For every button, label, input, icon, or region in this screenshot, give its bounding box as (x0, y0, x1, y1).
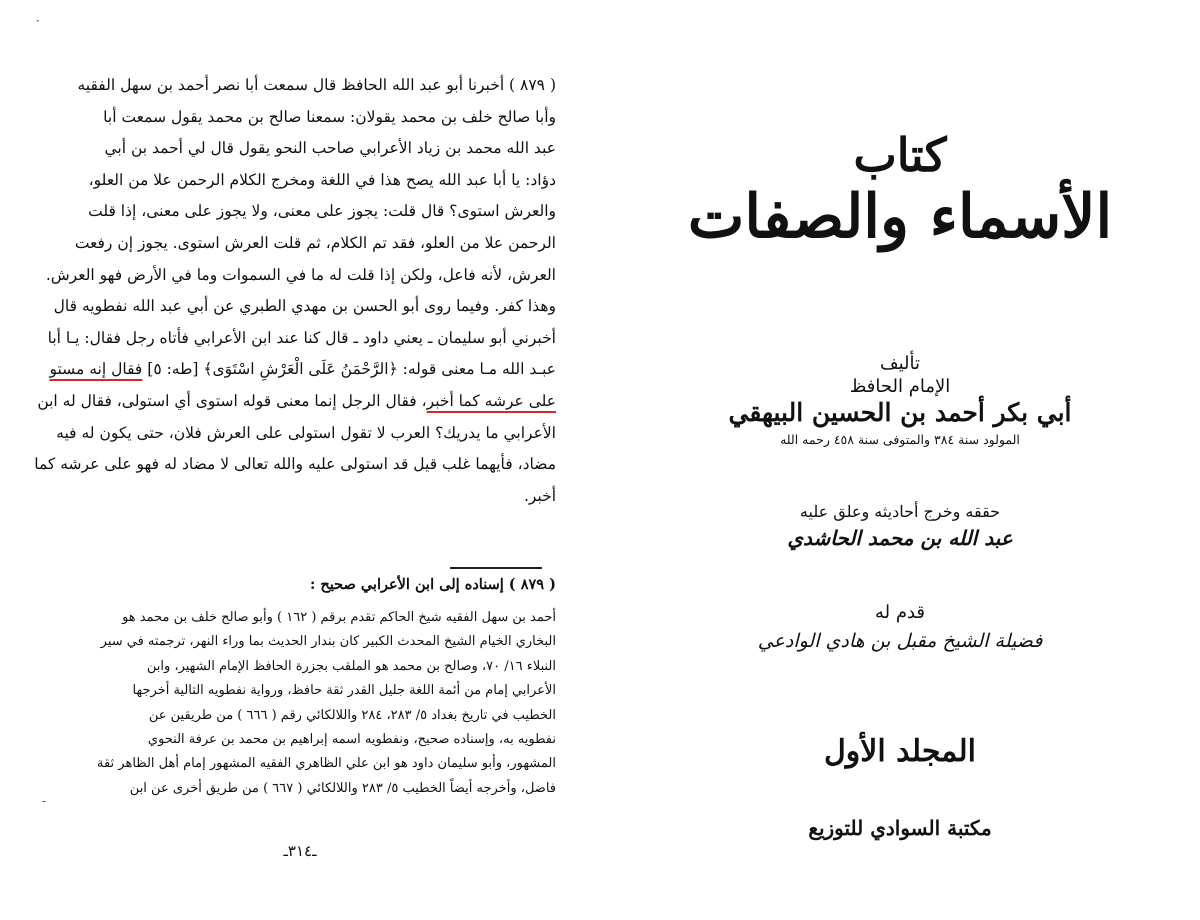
authorship-label: تأليف (879, 353, 921, 374)
text-line: العرش، لأنه فاعل، ولكن إذا قلت له ما في السموات وما في الأرض فهو العرش. (45, 265, 556, 284)
text-segment: عبـد الله مـا معنى قوله: ﴿الرَّحْمَنُ عَلَى الْعَرْشِ اسْتَوَى﴾ [طه: ٥] (142, 360, 556, 379)
book-word: كتاب (853, 128, 947, 182)
text-line: ( ٨٧٩ ) أخبرنا أبو عبد الله الحافظ قال سمعت أبا نصر أحمد بن سهل الفقيه (77, 76, 556, 94)
text-line-with-highlight (28, 354, 556, 386)
footnote-line: الأعرابي إمام من أئمة اللغة جليل القدر ثقة حافظ، ورواية نفطويه التالية أخرجها (132, 683, 556, 699)
footnote-line: النبلاء ١٦/ ٧٠، وصالح بن محمد هو الملقب بجزرة الحافظ الإمام الشهير، وابن (146, 658, 556, 674)
main-text (28, 70, 556, 512)
text-line: أخبرني أبو سليمان ـ يعني داود ـ قال كنا عند ابن الأعرابي فأتاه رجل فقال: يـا أبا (47, 328, 556, 347)
book-title: الأسماء والصفات (687, 182, 1113, 252)
text-line: دؤاد: يا أبا عبد الله يصح هذا في اللغة ومخرج الكلام الرحمن علا من العلو، (88, 170, 556, 189)
footnote-line: نفطويه به، وإسناده صحيح، ونفطويه اسمه إبراهيم بن محمد بن عرفة النحوي (147, 732, 556, 748)
text-segment: ، فقال الرجل إنما معنى قوله استوى أي استولى، فقال له ابن (37, 391, 427, 410)
text-line: وهذا كفر. وفيما روى أبو الحسن بن مهدي الطبري عن أبي عبد الله نفطويه قال (53, 297, 556, 316)
footnote-line: الخطيب في تاريخ بغداد ٥/ ٢٨٣، ٢٨٤ واللالكائي رقم ( ٦٦٦ ) من طريقين عن (148, 707, 556, 723)
footnote-line: البخاري الخيام الشيخ المحدث الكبير كان بندار الحديث بما وراء النهر، ترجمته في سير (100, 634, 556, 650)
text-line: والعرش استوى؟ قال قلت: يجوز على معنى، ولا يجوز على معنى، إذا قلت (88, 202, 556, 221)
underlined-phrase: على عرشه كما أخبر (426, 391, 556, 410)
margin-mark-icon: · (36, 14, 40, 28)
editor-label: حققه وخرج أحاديثه وعلق عليه (799, 502, 1001, 521)
author-name: أبي بكر أحمد بن الحسين البيهقي (728, 398, 1072, 427)
text-line: مضاد، فأيهما غلب قيل قد استولى عليه والله تعالى لا مضاد له فهو على عرشه كما (34, 455, 556, 474)
editor-name: عبد الله بن محمد الحاشدي (787, 526, 1013, 550)
volume-label: المجلد الأول (823, 734, 977, 769)
publisher-name: مكتبة السوادي للتوزيع (808, 816, 992, 840)
margin-mark-icon: - (42, 794, 47, 808)
footnote-line: المشهور، وأبو سليمان داود هو ابن علي الظاهري الفقيه المشهور إمام أهل الظاهر ثقة (97, 756, 556, 772)
page-number: ـ٣١٤ـ (283, 842, 317, 860)
intro-label: قدم له (874, 602, 926, 623)
text-line: أخبر. (523, 486, 556, 505)
footnote-body (28, 606, 556, 801)
intro-name: فضيلة الشيخ مقبل بن هادي الوادعي (757, 630, 1043, 652)
footnote-line: أحمد بن سهل الفقيه شيخ الحاكم تقدم برقم ( ١٦٢ ) وأبو صالح خلف بن محمد هو (122, 610, 556, 625)
text-line: الرحمن علا من العلو، فقد تم الكلام، ثم قلت العرش استوى. يجوز إن رفعت (74, 233, 556, 252)
text-line: عبد الله محمد بن زياد الأعرابي صاحب النحو يقول قال لي أحمد بن أبي (104, 139, 556, 158)
imam-title: الإمام الحافظ (849, 376, 951, 397)
text-line: وأبا صالح خلف بن محمد يقولان: سمعنا صالح بن محمد يقول سمعت أبا (103, 107, 556, 126)
footnote-line: فاضل، وأخرجه أيضاً الخطيب ٥/ ٢٨٣ واللالكائي ( ٦٦٧ ) من طريق أخرى عن ابن (129, 780, 556, 796)
footnote-heading: ( ٨٧٩ ) إسناده إلى ابن الأعرابي صحيح : (309, 576, 556, 593)
underlined-phrase: فقال إنه مستو (49, 360, 143, 379)
right-page (600, 0, 1200, 920)
text-line: الأعرابي ما يدريك؟ العرب لا تقول استولى على العرش فلان، حتى يكون له فيه (56, 423, 556, 442)
footnote-separator (450, 567, 542, 569)
author-dates: المولود سنة ٣٨٤ والمتوفى سنة ٤٥٨ رحمه الله (780, 432, 1020, 447)
text-line-with-highlight (28, 386, 556, 418)
